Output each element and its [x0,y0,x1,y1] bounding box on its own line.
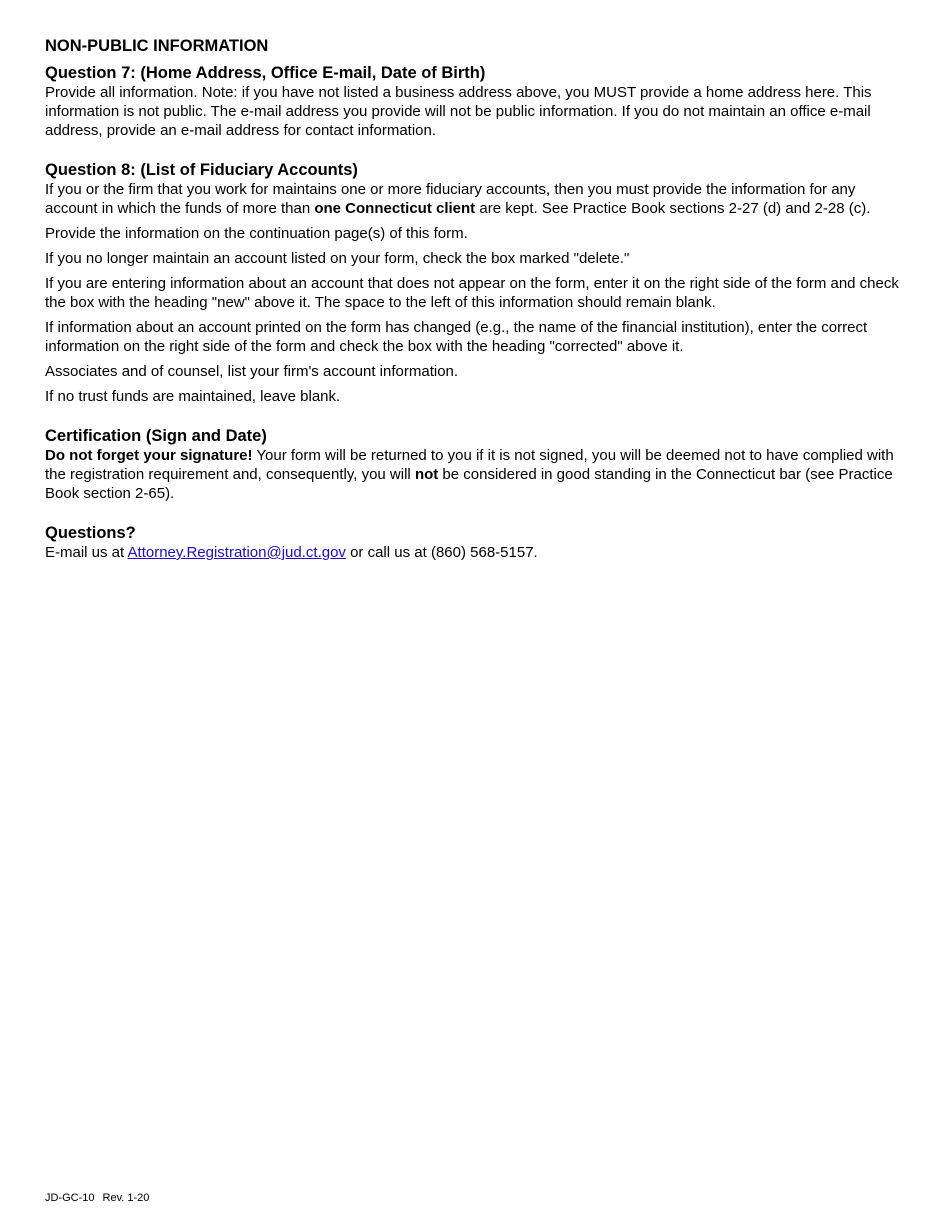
question-8-section [45,160,907,406]
question-8-paragraph-2: Provide the information on the continuation page(s) of this form. [45,225,468,242]
question-8-paragraph-6: Associates and of counsel, list your firm's account information. [45,363,459,380]
certification-bold-not: not [414,466,439,483]
certification-text-middle: Your form will be returned to you if it is not signed, you will be deemed not to have complied with the registration requirement and, consequently, you will [45,447,894,483]
question-8-paragraph-5: If information about an account printed on the form has changed (e.g., the name of the financial institution), enter the correct information on the right side of the form and check the box with the heading "corrected" above it. [45,319,868,355]
question-8-paragraph-3: If you no longer maintain an account listed on your form, check the box marked "delete." [45,250,630,267]
q8-p1-bold-text: one Connecticut client [314,200,476,217]
question-7-title: Question 7: (Home Address, Office E-mail, Date of Birth) [45,64,486,82]
form-id: JD-GC-10 [45,1192,95,1204]
certification-text-end: be considered in good standing in the Connecticut bar (see Practice Book section 2-65). [45,466,893,502]
question-8-paragraph-7: If no trust funds are maintained, leave blank. [45,388,341,405]
q8-p1-text-after: are kept. See Practice Book sections 2-27 (d) and 2-28 (c). [475,200,871,217]
form-revision: Rev. 1-20 [102,1192,150,1204]
email-link[interactable]: Attorney.Registration@jud.ct.gov [127,544,346,561]
certification-body [45,446,907,503]
question-7-body: Provide all information. Note: if you have not listed a business address above, you MUST provide a home address here. This information is not public. The e-mail address you provide will not be public information. If you do not maintain an office e-mail address, provide an e-mail address for contact information. [45,84,872,139]
page-heading: NON-PUBLIC INFORMATION [45,37,269,55]
question-8-title: Question 8: (List of Fiduciary Accounts) [45,161,358,179]
form-footer [45,1192,149,1205]
question-8-paragraph-4: If you are entering information about an account that does not appear on the form, enter it on the right side of the form and check the box with the heading "new" above it. The space to the left of this information should remain blank. [45,275,899,311]
contact-prefix: E-mail us at [45,544,128,561]
certification-title: Certification (Sign and Date) [45,427,267,445]
question-8-paragraph-1 [45,180,907,218]
questions-section [45,523,907,562]
certification-section [45,426,907,503]
contact-line [45,543,907,562]
contact-suffix: or call us at (860) 568-5157. [345,544,538,561]
certification-bold-lead: Do not forget your signature! [45,447,253,464]
q8-p1-text-before: If you or the firm that you work for maintains one or more fiduciary accounts, then you must provide the information for any account in which the funds of more than [45,181,856,217]
instructions-page [45,36,907,562]
questions-title: Questions? [45,524,136,542]
question-7-section [45,63,907,140]
